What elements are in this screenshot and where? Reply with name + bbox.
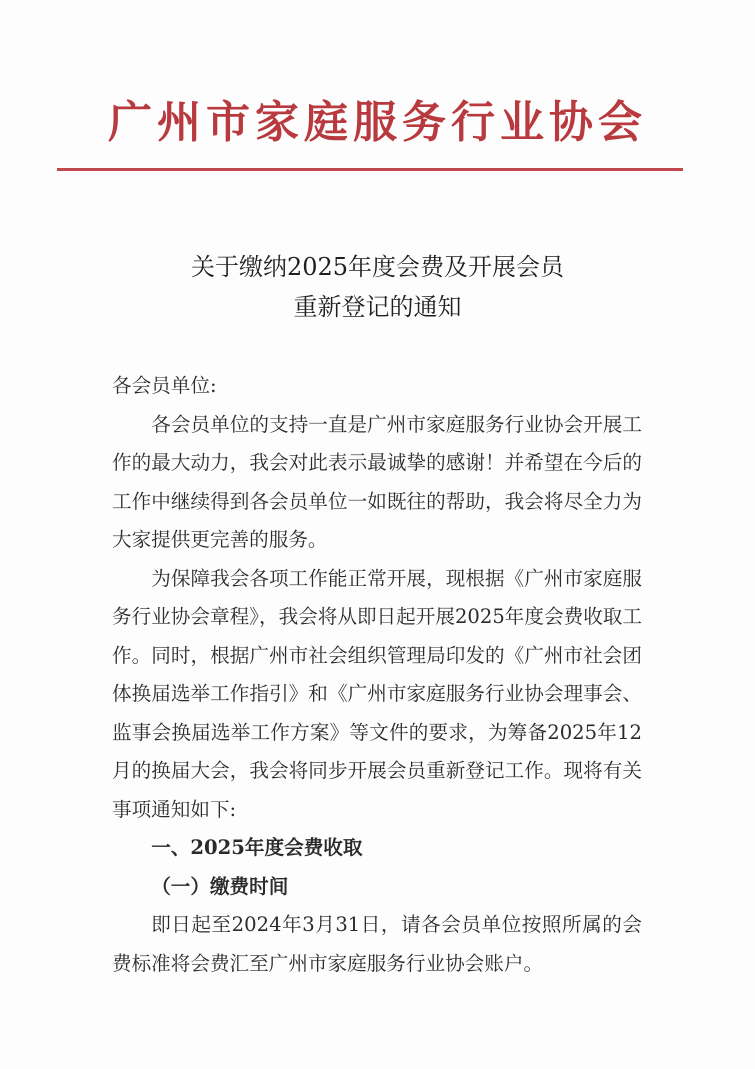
- notice-title-line1: 关于缴纳2025年度会费及开展会员: [190, 253, 565, 281]
- section1-sub1-text: 即日起至2024年3月31日，请各会员单位按照所属的会费标准将会费汇至广州市家庭服务行业协会账户。: [112, 913, 642, 975]
- letterhead-org-name: 广州市家庭服务行业协会: [108, 97, 647, 148]
- salutation: 各会员单位:: [112, 374, 217, 397]
- letterhead-rule: [57, 168, 683, 171]
- section1-heading: 一、2025年度会费收取: [151, 836, 363, 859]
- section1-sub1-heading: （一）缴费时间: [151, 874, 289, 898]
- notice-body: [112, 367, 642, 983]
- paragraph-purpose: 为保障我会各项工作能正常开展，现根据《广州市家庭服务行业协会章程》，我会将从即日起开展2025年度会费收取工作。同时，根据广州市社会组织管理局印发的《广州市社会团体换届选举工作指引》和《广州市家庭服务行业协会理事会、监事会换届选举工作方案》等文件的要求，为筹备2025年12月的换届大会，我会将同步开展会员重新登记工作。现将有关事项通知如下:: [112, 566, 642, 821]
- notice-title-line2: 重新登记的通知: [293, 293, 462, 321]
- paragraph-thanks: 各会员单位的支持一直是广州市家庭服务行业协会开展工作的最大动力，我会对此表示最诚挚的感谢！并希望在今后的工作中继续得到各会员单位一如既往的帮助，我会将尽全力为大家提供更完善的服务。: [112, 412, 642, 551]
